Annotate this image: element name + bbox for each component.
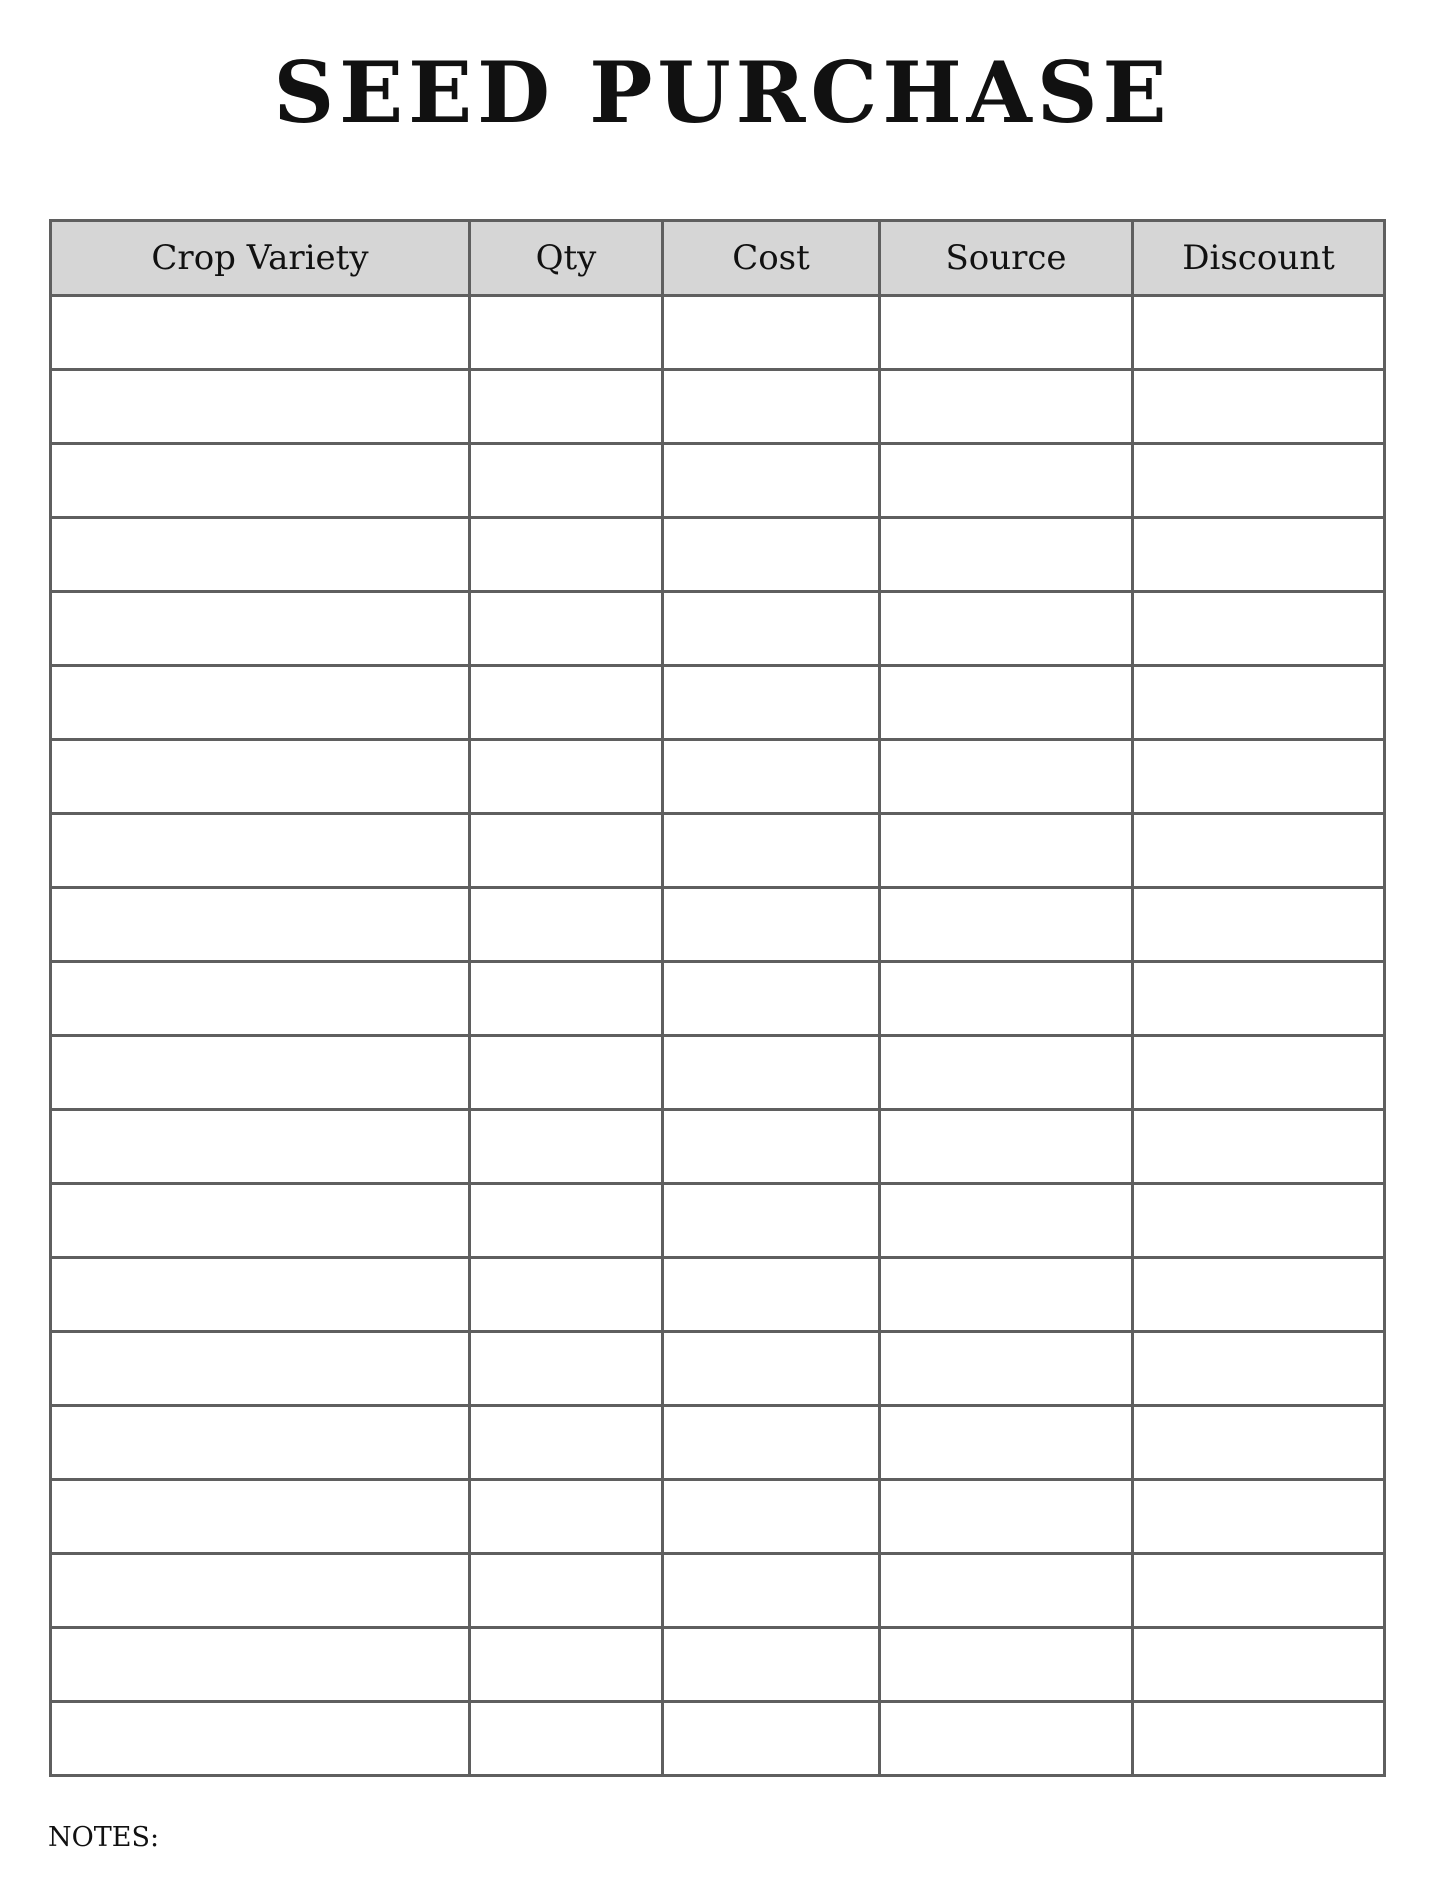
cell-crop-variety[interactable]	[51, 1110, 470, 1184]
cell-source[interactable]	[880, 1036, 1133, 1110]
table-row	[51, 1184, 1385, 1258]
cell-source[interactable]	[880, 1554, 1133, 1628]
cell-discount[interactable]	[1133, 1554, 1385, 1628]
cell-crop-variety[interactable]	[51, 666, 470, 740]
cell-source[interactable]	[880, 962, 1133, 1036]
cell-source[interactable]	[880, 370, 1133, 444]
cell-source[interactable]	[880, 740, 1133, 814]
cell-discount[interactable]	[1133, 592, 1385, 666]
cell-source[interactable]	[880, 814, 1133, 888]
cell-qty[interactable]	[470, 444, 663, 518]
cell-cost[interactable]	[663, 1554, 880, 1628]
cell-cost[interactable]	[663, 1332, 880, 1406]
cell-discount[interactable]	[1133, 962, 1385, 1036]
cell-discount[interactable]	[1133, 888, 1385, 962]
cell-crop-variety[interactable]	[51, 296, 470, 370]
cell-qty[interactable]	[470, 814, 663, 888]
cell-discount[interactable]	[1133, 444, 1385, 518]
cell-cost[interactable]	[663, 444, 880, 518]
cell-discount[interactable]	[1133, 1702, 1385, 1776]
cell-crop-variety[interactable]	[51, 592, 470, 666]
cell-discount[interactable]	[1133, 1628, 1385, 1702]
table-row	[51, 592, 1385, 666]
cell-qty[interactable]	[470, 1702, 663, 1776]
cell-source[interactable]	[880, 1332, 1133, 1406]
cell-source[interactable]	[880, 666, 1133, 740]
cell-qty[interactable]	[470, 370, 663, 444]
cell-crop-variety[interactable]	[51, 1406, 470, 1480]
cell-crop-variety[interactable]	[51, 444, 470, 518]
cell-cost[interactable]	[663, 1406, 880, 1480]
cell-qty[interactable]	[470, 296, 663, 370]
cell-qty[interactable]	[470, 1480, 663, 1554]
cell-source[interactable]	[880, 888, 1133, 962]
cell-crop-variety[interactable]	[51, 814, 470, 888]
cell-qty[interactable]	[470, 1554, 663, 1628]
cell-cost[interactable]	[663, 1480, 880, 1554]
cell-crop-variety[interactable]	[51, 1258, 470, 1332]
cell-discount[interactable]	[1133, 518, 1385, 592]
cell-crop-variety[interactable]	[51, 1554, 470, 1628]
cell-qty[interactable]	[470, 1184, 663, 1258]
column-header-cost: Cost	[663, 221, 880, 296]
cell-crop-variety[interactable]	[51, 518, 470, 592]
cell-discount[interactable]	[1133, 1258, 1385, 1332]
cell-crop-variety[interactable]	[51, 1332, 470, 1406]
table-row	[51, 296, 1385, 370]
table-row	[51, 962, 1385, 1036]
cell-source[interactable]	[880, 592, 1133, 666]
table-row	[51, 1480, 1385, 1554]
cell-source[interactable]	[880, 518, 1133, 592]
cell-source[interactable]	[880, 1184, 1133, 1258]
cell-cost[interactable]	[663, 1258, 880, 1332]
cell-qty[interactable]	[470, 740, 663, 814]
cell-cost[interactable]	[663, 1184, 880, 1258]
cell-crop-variety[interactable]	[51, 1628, 470, 1702]
cell-discount[interactable]	[1133, 1480, 1385, 1554]
cell-qty[interactable]	[470, 1036, 663, 1110]
cell-crop-variety[interactable]	[51, 1702, 470, 1776]
cell-source[interactable]	[880, 1110, 1133, 1184]
cell-cost[interactable]	[663, 592, 880, 666]
cell-cost[interactable]	[663, 814, 880, 888]
cell-source[interactable]	[880, 1406, 1133, 1480]
cell-discount[interactable]	[1133, 1184, 1385, 1258]
cell-crop-variety[interactable]	[51, 1184, 470, 1258]
cell-cost[interactable]	[663, 1110, 880, 1184]
cell-qty[interactable]	[470, 518, 663, 592]
table-row	[51, 1110, 1385, 1184]
cell-qty[interactable]	[470, 592, 663, 666]
cell-discount[interactable]	[1133, 1036, 1385, 1110]
cell-discount[interactable]	[1133, 370, 1385, 444]
cell-crop-variety[interactable]	[51, 888, 470, 962]
cell-cost[interactable]	[663, 518, 880, 592]
cell-crop-variety[interactable]	[51, 370, 470, 444]
cell-crop-variety[interactable]	[51, 1036, 470, 1110]
column-header-qty: Qty	[470, 221, 663, 296]
column-header-crop-variety: Crop Variety	[51, 221, 470, 296]
table-row	[51, 1332, 1385, 1406]
table-row	[51, 1406, 1385, 1480]
table-header-row	[51, 221, 1385, 296]
notes-label: NOTES:	[48, 1822, 160, 1853]
cell-discount[interactable]	[1133, 1110, 1385, 1184]
cell-qty[interactable]	[470, 962, 663, 1036]
table-row	[51, 518, 1385, 592]
table-row	[51, 666, 1385, 740]
cell-source[interactable]	[880, 1702, 1133, 1776]
cell-discount[interactable]	[1133, 666, 1385, 740]
column-header-source: Source	[880, 221, 1133, 296]
cell-crop-variety[interactable]	[51, 962, 470, 1036]
cell-source[interactable]	[880, 1628, 1133, 1702]
table-row	[51, 1628, 1385, 1702]
cell-qty[interactable]	[470, 888, 663, 962]
table-row	[51, 888, 1385, 962]
cell-crop-variety[interactable]	[51, 740, 470, 814]
cell-crop-variety[interactable]	[51, 1480, 470, 1554]
cell-cost[interactable]	[663, 666, 880, 740]
cell-cost[interactable]	[663, 962, 880, 1036]
table-body	[51, 296, 1385, 1776]
cell-discount[interactable]	[1133, 1332, 1385, 1406]
cell-cost[interactable]	[663, 370, 880, 444]
cell-cost[interactable]	[663, 296, 880, 370]
cell-cost[interactable]	[663, 888, 880, 962]
cell-discount[interactable]	[1133, 814, 1385, 888]
cell-discount[interactable]	[1133, 1406, 1385, 1480]
cell-cost[interactable]	[663, 1036, 880, 1110]
table-row	[51, 444, 1385, 518]
cell-cost[interactable]	[663, 740, 880, 814]
cell-cost[interactable]	[663, 1628, 880, 1702]
table-row	[51, 370, 1385, 444]
cell-discount[interactable]	[1133, 296, 1385, 370]
cell-qty[interactable]	[470, 1258, 663, 1332]
cell-qty[interactable]	[470, 1628, 663, 1702]
cell-qty[interactable]	[470, 1332, 663, 1406]
table-row	[51, 740, 1385, 814]
table-row	[51, 814, 1385, 888]
cell-discount[interactable]	[1133, 740, 1385, 814]
table-row	[51, 1258, 1385, 1332]
cell-source[interactable]	[880, 296, 1133, 370]
cell-source[interactable]	[880, 1480, 1133, 1554]
table-row	[51, 1702, 1385, 1776]
cell-qty[interactable]	[470, 1406, 663, 1480]
page-title: SEED PURCHASE	[273, 43, 1172, 142]
cell-source[interactable]	[880, 444, 1133, 518]
cell-qty[interactable]	[470, 1110, 663, 1184]
cell-source[interactable]	[880, 1258, 1133, 1332]
cell-cost[interactable]	[663, 1702, 880, 1776]
table-row	[51, 1554, 1385, 1628]
seed-purchase-table	[49, 219, 1386, 1777]
column-header-discount: Discount	[1133, 221, 1385, 296]
table-row	[51, 1036, 1385, 1110]
cell-qty[interactable]	[470, 666, 663, 740]
